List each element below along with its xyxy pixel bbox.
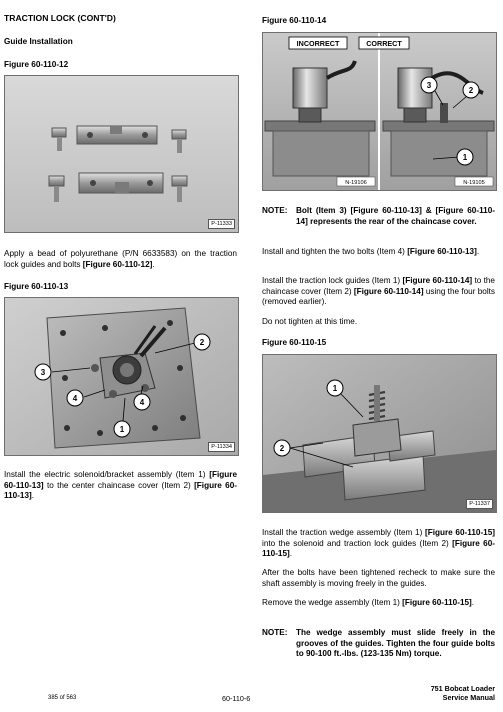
figure-reference: [Figure 60-110-14]: [402, 276, 473, 285]
paragraph-tighten-bolts: [262, 247, 495, 258]
note-bolt-item-3: [262, 206, 495, 227]
callout-1: 1: [119, 425, 125, 434]
paragraph-text: to the chaincase cover (Item 2): [262, 276, 495, 296]
footer-manual: Service Manual: [442, 693, 495, 702]
note-text: The wedge assembly must slide freely in the grooves of the guides. Tighten the four guide bolts to 90-100 ft.-lbs. (123-135 Nm) torque.: [296, 628, 495, 659]
paragraph-text: Install the traction wedge assembly (Item 1): [262, 528, 425, 537]
footer-manual-info: [335, 684, 495, 702]
paragraph-text: Remove the wedge assembly (Item 1): [262, 598, 403, 607]
figure-15-photo-id: P-11337: [466, 499, 493, 509]
callout-1: 1: [332, 384, 338, 393]
paragraph-text: .: [476, 247, 480, 256]
figure-14-photo: [262, 32, 497, 191]
figure-reference: [Figure 60-110-15]: [262, 538, 495, 559]
paragraph-text: Install the electric solenoid/bracket assembly (Item 1): [4, 470, 210, 479]
figure-13-photo: [4, 297, 239, 456]
callout-4-left: 4: [72, 394, 78, 403]
figure-12-photo: [4, 75, 239, 233]
figure-reference: [Figure 60-110-15]: [402, 598, 472, 607]
figure-15-title: Figure 60-110-15: [262, 338, 327, 347]
callout-3: 3: [426, 81, 432, 90]
footer-model: 751 Bobcat Loader: [430, 684, 495, 693]
paragraph-install-solenoid: [4, 470, 237, 502]
paragraph-text: .: [152, 259, 155, 269]
paragraph-text: Install the traction lock guides (Item 1): [262, 276, 403, 285]
page-count: 385 of 563: [48, 695, 77, 701]
figure-reference: [Figure 60-110-14]: [353, 286, 424, 296]
figure-reference: [Figure 60-110-13]: [4, 470, 237, 490]
callout-4-right: 4: [139, 398, 145, 407]
paragraph-recheck: After the bolts have been tightened recheck to make sure the shaft assembly is moving freely in the guides.: [262, 568, 495, 588]
paragraph-text: .: [471, 598, 475, 607]
figure-reference: [Figure 60-110-15]: [424, 528, 496, 537]
figure-12-photo-id: P-11333: [208, 219, 235, 229]
callout-3: 3: [40, 368, 46, 377]
callout-2: 2: [279, 444, 285, 453]
callout-1: 1: [462, 153, 468, 162]
figure-15-photo: [262, 354, 497, 513]
label-correct: CORRECT: [366, 39, 402, 48]
paragraph-text: .: [31, 491, 35, 501]
paragraph-install-wedge: [262, 528, 495, 560]
figure-reference: [Figure 60-110-12]: [82, 259, 153, 269]
note-text: Bolt (Item 3) [Figure 60-110-13] & [Figure 60-110-14] represents the rear of the chaincase cover.: [296, 206, 495, 226]
paragraph-install-guides: [262, 276, 495, 308]
figure-reference: [Figure 60-110-13]: [4, 480, 237, 501]
paragraph-polyurethane: [4, 249, 237, 270]
paragraph-text: Apply a bead of polyurethane (P/N 6633583) on the traction lock guides and bolts: [4, 249, 237, 269]
note-label: NOTE:: [262, 628, 288, 637]
paragraph-text: using the four bolts (removed earlier).: [262, 286, 496, 307]
callout-2: 2: [468, 86, 474, 95]
page-number: 60-110-6: [222, 694, 251, 703]
figure-13-title: Figure 60-110-13: [4, 282, 69, 291]
note-wedge-slide: [262, 628, 495, 660]
callout-2: 2: [199, 338, 205, 347]
figure-reference: [Figure 60-110-13]: [407, 247, 477, 256]
figure-13-photo-id: P-11334: [208, 442, 235, 452]
paragraph-remove-wedge: [262, 598, 495, 609]
subsection-title: Guide Installation: [4, 37, 73, 46]
paragraph-text: Install and tighten the two bolts (Item 4): [262, 247, 408, 256]
figure-14-left-id: N-19106: [345, 180, 367, 186]
note-label: NOTE:: [262, 206, 288, 215]
section-title: TRACTION LOCK (CONT'D): [4, 13, 116, 23]
label-incorrect: INCORRECT: [296, 39, 340, 48]
paragraph-do-not-tighten: Do not tighten at this time.: [262, 317, 358, 326]
figure-12-title: Figure 60-110-12: [4, 60, 69, 69]
figure-14-title: Figure 60-110-14: [262, 16, 327, 25]
paragraph-text: into the solenoid and traction lock guides (Item 2): [262, 538, 453, 548]
figure-14-right-id: N-19105: [463, 180, 485, 186]
paragraph-text: .: [289, 549, 293, 559]
paragraph-text: to the center chaincase cover (Item 2): [43, 480, 195, 490]
